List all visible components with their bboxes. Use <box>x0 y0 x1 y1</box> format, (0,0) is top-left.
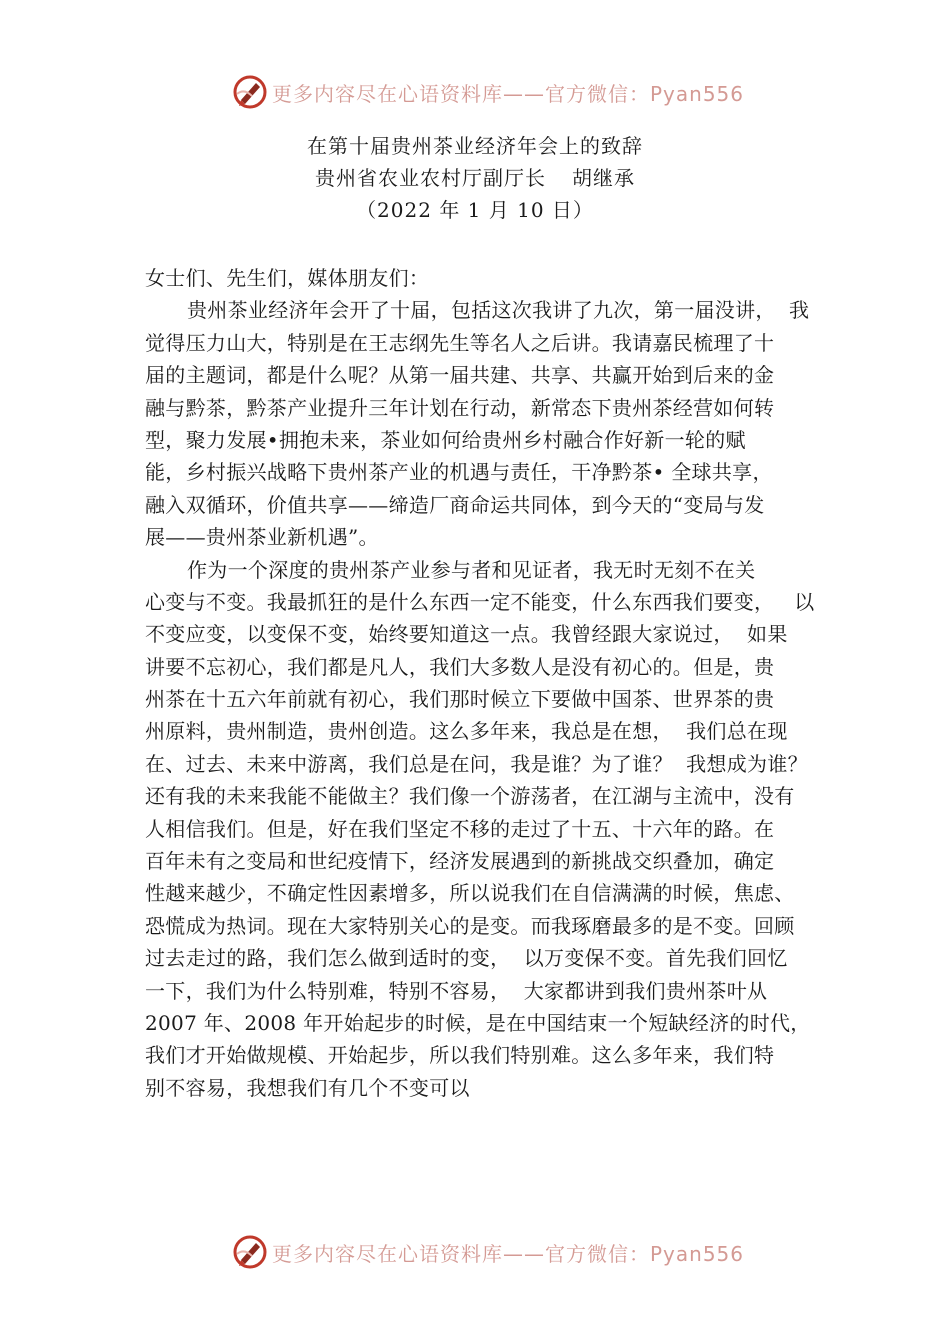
paragraph-line: 贵州茶业经济年会开了十届，包括这次我讲了九次，第一届没讲， 我 <box>187 298 810 323</box>
paragraph-line: 届的主题词，都是什么呢？从第一届共建、共享、共赢开始到后来的金 <box>145 363 775 388</box>
paragraph-line: 州原料，贵州制造，贵州创造。这么多年来，我总是在想， 我们总在现 <box>145 719 788 744</box>
paragraph-line: 我们才开始做规模、开始起步，所以我们特别难。这么多年来，我们特 <box>145 1043 775 1068</box>
paragraph-line: 觉得压力山大，特别是在王志纲先生等名人之后讲。我请嘉民梳理了十 <box>145 330 775 355</box>
paragraph-line: 在、过去、未来中游离，我们总是在问，我是谁？为了谁？ 我想成为谁？ <box>145 751 808 776</box>
paragraph-line: 一下，我们为什么特别难，特别不容易， 大家都讲到我们贵州茶叶从 <box>145 978 768 1003</box>
paragraph-line: 融与黔茶，黔茶产业提升三年计划在行动，新常态下贵州茶经营如何转 <box>145 395 775 420</box>
speech-date: （2022 年 1 月 10 日） <box>356 198 594 222</box>
paragraph-line: 过去走过的路，我们怎么做到适时的变， 以万变保不变。首先我们回忆 <box>145 946 788 971</box>
paragraph-line: 别不容易，我想我们有几个不变可以 <box>145 1075 470 1100</box>
paragraph-line: 作为一个深度的贵州茶产业参与者和见证者，我无时无刻不在关 <box>187 557 756 582</box>
paragraph-line: 心变与不变。我最抓狂的是什么东西一定不能变，什么东西我们要变， 以 <box>145 589 815 614</box>
paragraph-line: 能，乡村振兴战略下贵州茶产业的机遇与责任，干净黔茶• 全球共享， <box>145 460 773 485</box>
document-header <box>0 130 950 226</box>
speaker-title: 贵州省农业农村厅副厅长 <box>315 166 546 190</box>
pen-logo-icon <box>232 1234 268 1270</box>
paragraph-line: 2007 年、2008 年开始起步的时候，是在中国结束一个短缺经济的时代， <box>145 1010 811 1035</box>
paragraph-line: 讲要不忘初心，我们都是凡人，我们大多数人是没有初心的。但是，贵 <box>145 654 775 679</box>
paragraph-line: 不变应变，以变保不变，始终要知道这一点。我曾经跟大家说过， 如果 <box>145 622 788 647</box>
paragraph-line: 还有我的未来我能不能做主？我们像一个游荡者，在江湖与主流中，没有 <box>145 784 795 809</box>
paragraph-line: 百年未有之变局和世纪疫情下，经济发展遇到的新挑战交织叠加，确定 <box>145 849 775 874</box>
speech-body <box>145 262 817 1104</box>
paragraph-line: 融入双循环，价值共享——缔造厂商命运共同体，到今天的“变局与发 <box>145 492 765 517</box>
header-banner <box>0 72 950 112</box>
paragraph-line: 人相信我们。但是，好在我们坚定不移的走过了十五、十六年的路。在 <box>145 816 775 841</box>
paragraph-line: 恐慌成为热词。现在大家特别关心的是变。而我琢磨最多的是不变。回顾 <box>145 913 795 938</box>
paragraph-line: 型，聚力发展•拥抱未来，茶业如何给贵州乡村融合作好新一轮的赋 <box>145 427 746 452</box>
banner-text: 更多内容尽在心语资料库——官方微信：Pyan556 <box>272 1241 745 1266</box>
speaker-name: 胡继承 <box>572 166 635 190</box>
salutation: 女士们、先生们，媒体朋友们： <box>145 266 430 290</box>
speaker-line <box>0 162 950 194</box>
banner-text: 更多内容尽在心语资料库——官方微信：Pyan556 <box>272 81 745 106</box>
paragraph-line: 展——贵州茶业新机遇”。 <box>145 525 379 550</box>
paragraph-line: 州茶在十五六年前就有初心，我们那时候立下要做中国茶、世界茶的贵 <box>145 687 775 712</box>
footer-banner <box>0 1232 950 1272</box>
paragraph-line: 性越来越少，不确定性因素增多，所以说我们在自信满满的时候，焦虑、 <box>145 881 795 906</box>
pen-logo-icon <box>232 74 268 110</box>
document-title: 在第十届贵州茶业经济年会上的致辞 <box>307 134 643 158</box>
